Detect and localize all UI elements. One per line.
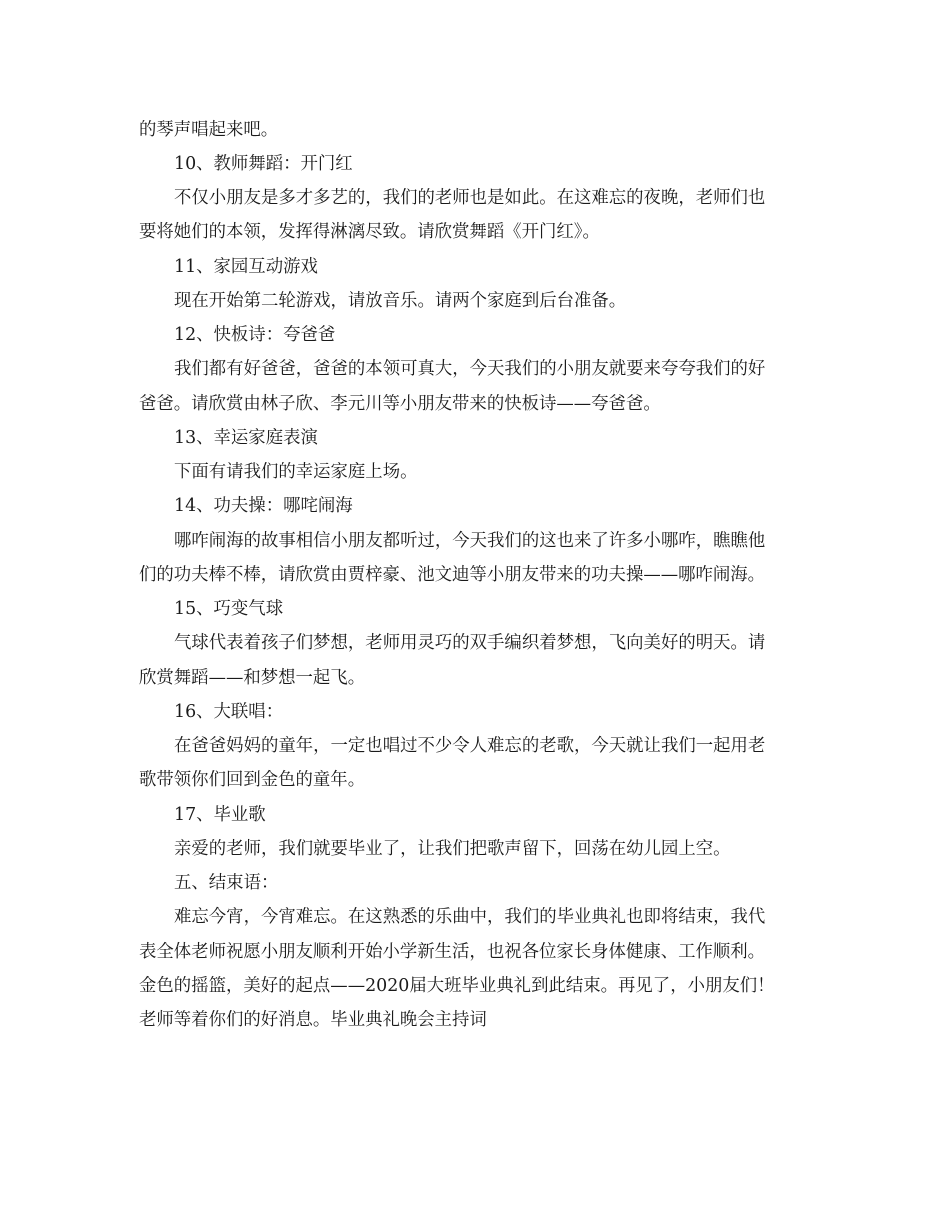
section-heading: 14、功夫操：哪咤闹海 (174, 496, 353, 516)
paragraph-line: 爸爸。请欣赏由林子欣、李元川等小朋友带来的快板诗——夸爸爸。 (139, 394, 661, 414)
paragraph-continuation: 的琴声唱起来吧。 (139, 120, 279, 140)
paragraph-line: 现在开始第二轮游戏，请放音乐。请两个家庭到后台准备。 (174, 291, 627, 311)
paragraph-line: 哪咋闹海的故事相信小朋友都听过，今天我们的这也来了许多小哪咋，瞧瞧他 (174, 531, 766, 551)
section-heading: 16、大联唱： (174, 702, 284, 722)
section-heading: 11、家园互动游戏 (174, 257, 318, 277)
paragraph-line: 老师等着你们的好消息。毕业典礼晚会主持词 (139, 1010, 487, 1030)
paragraph-line: 要将她们的本领，发挥得淋漓尽致。请欣赏舞蹈《开门红》。 (139, 222, 600, 242)
paragraph-line: 我们都有好爸爸，爸爸的本领可真大，今天我们的小朋友就要来夸夸我们的好 (174, 359, 766, 379)
paragraph-line: 在爸爸妈妈的童年，一定也唱过不少令人难忘的老歌，今天就让我们一起用老 (174, 736, 766, 756)
section-heading: 五、结束语： (174, 873, 279, 893)
paragraph-line: 气球代表着孩子们梦想，老师用灵巧的双手编织着梦想，飞向美好的明天。请 (174, 633, 766, 653)
section-heading: 17、毕业歌 (174, 805, 266, 825)
paragraph-line: 不仅小朋友是多才多艺的，我们的老师也是如此。在这难忘的夜晚，老师们也 (174, 188, 766, 208)
paragraph-line: 金色的摇篮，美好的起点——2020届大班毕业典礼到此结束。再见了，小朋友们！ (139, 976, 775, 996)
section-heading: 15、巧变气球 (174, 599, 284, 619)
section-heading: 12、快板诗：夸爸爸 (174, 325, 336, 345)
paragraph-line: 表全体老师祝愿小朋友顺利开始小学新生活，也祝各位家长身体健康、工作顺利。 (139, 942, 766, 962)
paragraph-line: 歌带领你们回到金色的童年。 (139, 770, 366, 790)
section-heading: 13、幸运家庭表演 (174, 428, 318, 448)
paragraph-line: 亲爱的老师，我们就要毕业了，让我们把歌声留下，回荡在幼儿园上空。 (174, 839, 731, 859)
paragraph-line: 下面有请我们的幸运家庭上场。 (174, 462, 418, 482)
paragraph-line: 们的功夫棒不棒，请欣赏由贾梓豪、池文迪等小朋友带来的功夫操——哪咋闹海。 (139, 565, 766, 585)
paragraph-line: 难忘今宵，今宵难忘。在这熟悉的乐曲中，我们的毕业典礼也即将结束，我代 (174, 907, 766, 927)
paragraph-line: 欣赏舞蹈——和梦想一起飞。 (139, 668, 366, 688)
section-heading: 10、教师舞蹈：开门红 (174, 154, 353, 174)
